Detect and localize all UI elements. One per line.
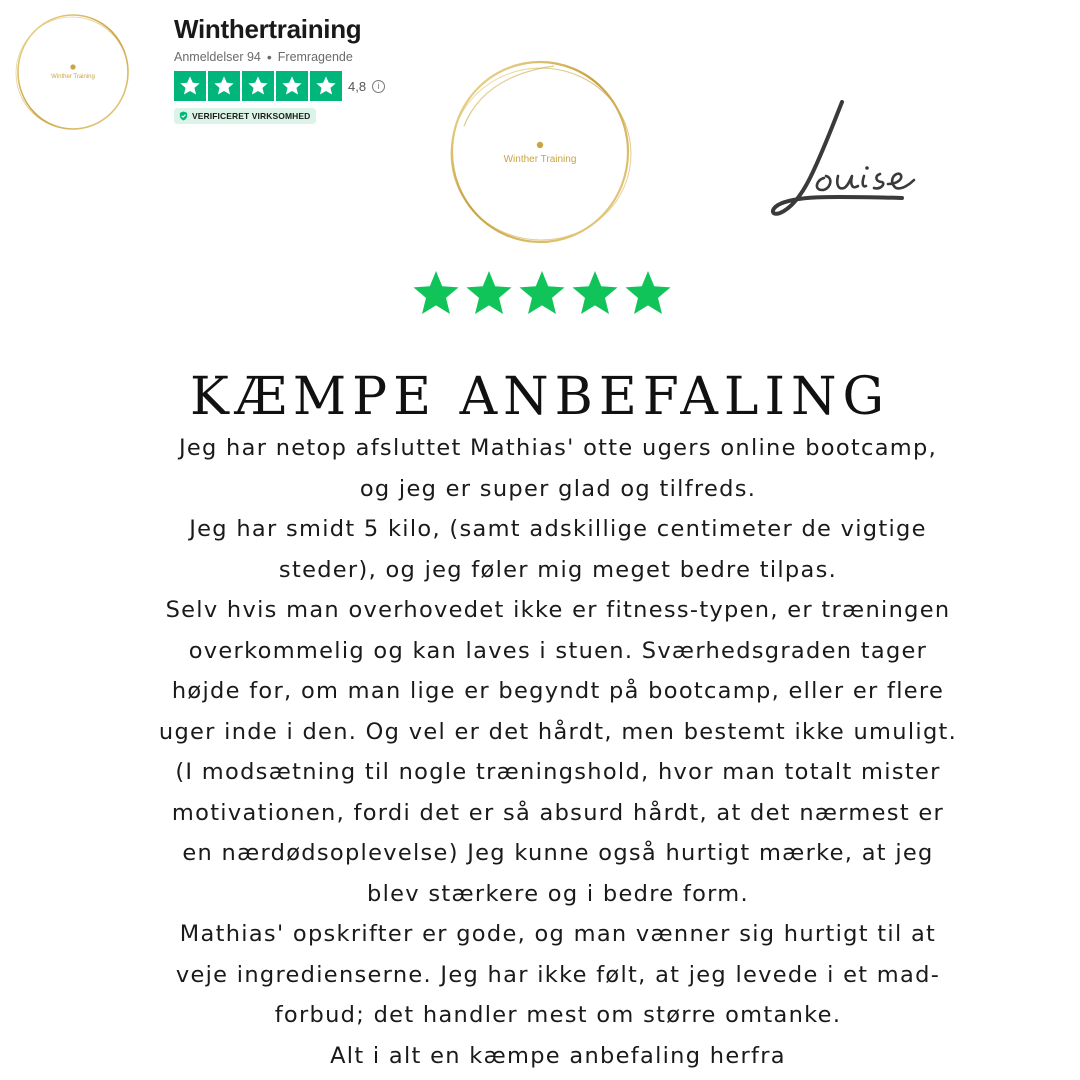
star-icon (242, 71, 274, 101)
review-line: steder), og jeg føler mig meget bedre tilpas. (278, 556, 838, 583)
brand-logo-large-text: Winther Training (503, 154, 577, 165)
trustscore-stars (174, 71, 342, 101)
review-line: uger inde i den. Og vel er det hårdt, men bestemt ikke umuligt. (158, 718, 958, 745)
brand-logo-small (14, 12, 132, 132)
trustpilot-badge (174, 14, 414, 125)
brand-logo-large (444, 56, 636, 248)
trustscore-value: 4,8 (348, 78, 367, 94)
star-icon (208, 71, 240, 101)
brand-name: Winthertraining (174, 14, 362, 44)
review-line: højde for, om man lige er begyndt på bootcamp, eller er flere (171, 678, 945, 704)
review-line: og jeg er super glad og tilfreds. (359, 475, 757, 502)
review-line: overkommelig og kan laves i stuen. Sværhedsgraden tager (188, 637, 928, 664)
star-icon (626, 271, 671, 314)
review-line: blev stærkere og i bedre form. (367, 880, 749, 907)
star-icon (520, 271, 565, 314)
review-meta (174, 50, 414, 64)
info-icon[interactable]: i (372, 80, 385, 93)
reviewer-signature (764, 92, 944, 224)
review-line: en nærdødsoplevelse) Jeg kunne også hurtigt mærke, at jeg (182, 840, 934, 866)
star-icon (276, 71, 308, 101)
review-count: Anmeldelser 94 (174, 50, 261, 64)
star-icon (573, 271, 618, 314)
review-line: (I modsætning til nogle træningshold, hvor man totalt mister (175, 759, 941, 785)
review-line: motivationen, fordi det er så absurd hårdt, at det nærmest er (171, 799, 945, 826)
review-line: Alt i alt en kæmpe anbefaling herfra (330, 1042, 786, 1069)
reputation-label: Fremragende (277, 50, 353, 64)
verified-label: VERIFICERET VIRKSOMHED (192, 111, 311, 121)
verified-badge (174, 108, 316, 124)
review-line: Jeg har smidt 5 kilo, (samt adskillige centimeter de vigtige (189, 516, 927, 542)
review-line: Jeg har netop afsluttet Mathias' otte ugers online bootcamp, (178, 435, 938, 461)
trustscore-row (174, 71, 414, 101)
star-icon (310, 71, 342, 101)
brand-logo-small-text: Winther Training (51, 74, 95, 80)
review-line: veje ingredienserne. Jeg har ikke følt, at jeg levede i et mad- (175, 961, 941, 988)
review-line: Selv hvis man overhovedet ikke er fitness-typen, er træningen (165, 597, 951, 623)
star-icon (414, 271, 459, 314)
review-body (100, 428, 1016, 1076)
review-rating-stars (410, 270, 672, 316)
star-icon (467, 271, 512, 314)
shield-check-icon (179, 111, 188, 121)
review-headline: KÆMPE ANBEFALING (189, 367, 891, 427)
review-line: Mathias' opskrifter er gode, og man vænner sig hurtigt til at (179, 921, 937, 947)
star-icon (174, 71, 206, 101)
separator-dot: • (266, 49, 272, 65)
review-line: forbud; det handler mest om større omtanke. (274, 1002, 842, 1028)
